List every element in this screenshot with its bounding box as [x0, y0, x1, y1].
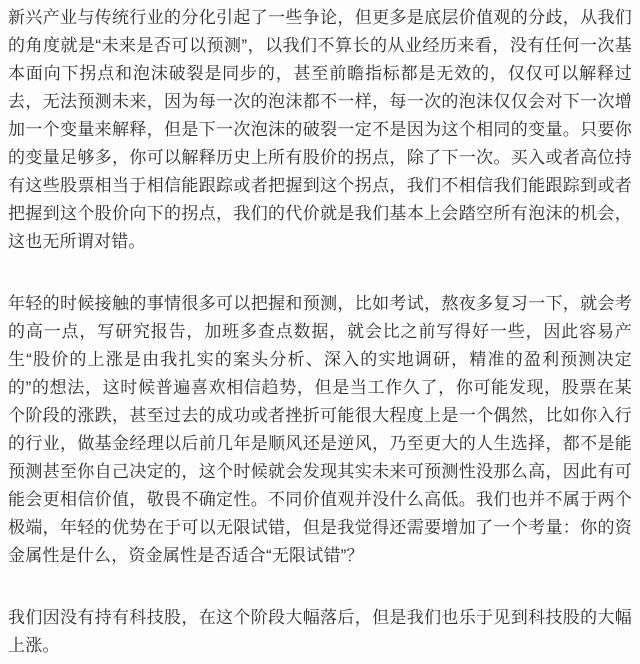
paragraph-tech-stocks: 我们因没有持有科技股，在这个阶段大幅落后，但是我们也乐于见到科技股的大幅上涨。 [8, 608, 632, 655]
paragraph-bubbles-prediction: 新兴产业与传统行业的分化引起了一些争论，但更多是底层价值观的分歧，从我们的角度就是“未来是否可以预测”，以我们不算长的从业经历来看，没有任何一次基本面向下拐点和泡沫破裂是同步的，甚至前瞻指标都是无效的，仅仅可以解释过去，无法预测未来，因为每一次的泡沫都不一样，每一次的泡沫仅仅会对下一次增加一个变量来解释，但是下一次泡沫的破裂一定不是因为这个相同的变量。只要你的变量足够多，你可以解释历史上所有股价的拐点，除了下一次。买入或者高位持有这些股票相当于相信能跟踪或者把握到这个拐点，我们不相信我们能跟踪到或者把握到这个股价向下的拐点，我们的代价就是我们基本上会踏空所有泡沫的机会，这也无所谓对错。 [8, 8, 632, 251]
paragraph-youth-predictability: 年轻的时候接触的事情很多可以把握和预测，比如考试，熬夜多复习一下，就会考的高一点，写研究报告，加班多查点数据，就会比之前写得好一些，因此容易产生“股价的上涨是由我扎实的案头分析、深入的实地调研，精准的盈利预测决定的”的想法，这时候普遍喜欢相信趋势，但是当工作久了，你可能发现，股票在某个阶段的涨跌，甚至过去的成功或者挫折可能很大程度上是一个偶然，比如你入行的行业，做基金经理以后前几年是顺风还是逆风，乃至更大的人生选择，都不是能预测甚至你自己决定的，这个时候就会发现其实未来可预测性没那么高，因此有可能会更相信价值，敬畏不确定性。不同价值观并没什么高低。我们也并不属于两个极端，年轻的优势在于可以无限试错，但是我觉得还需要增加了一个考量：你的资金属性是什么，资金属性是否适合“无限试错”？ [8, 294, 632, 565]
